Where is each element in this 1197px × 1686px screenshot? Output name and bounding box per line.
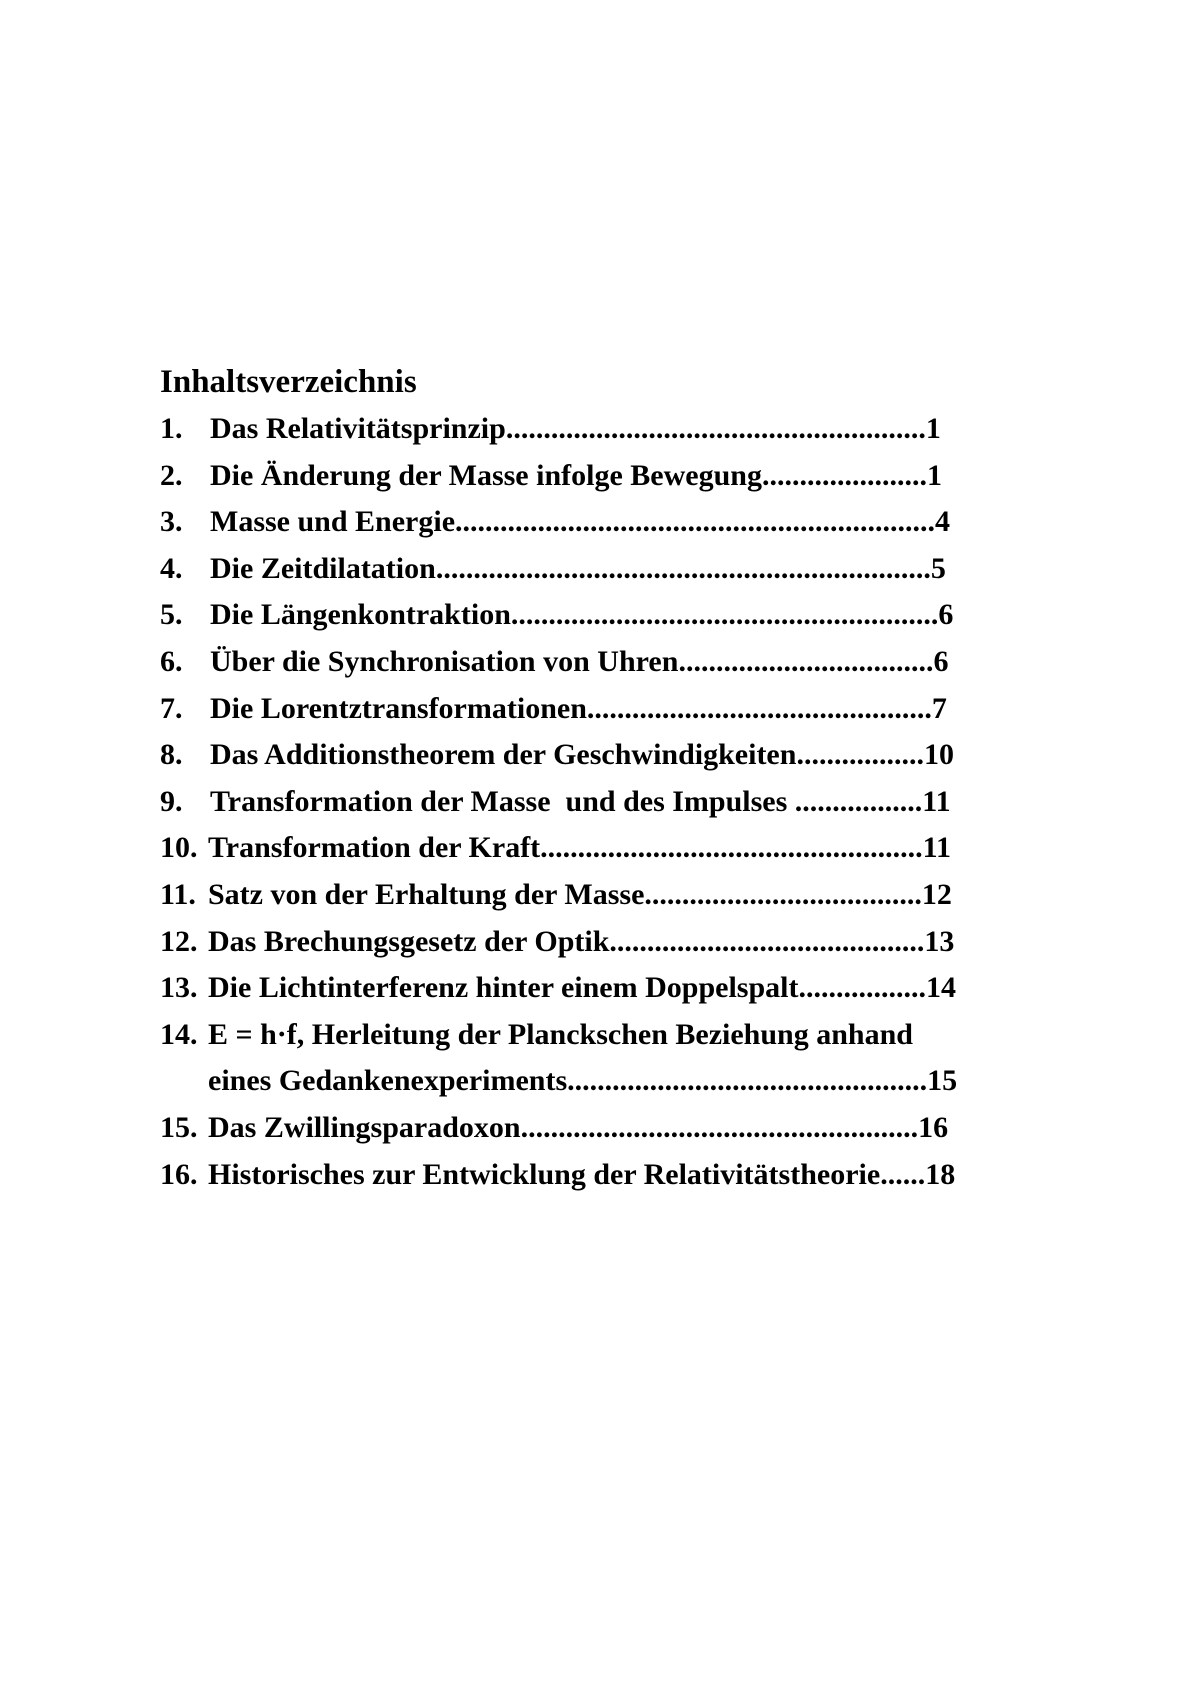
toc-entry-line <box>210 546 946 593</box>
toc-entry-title: Über die Synchronisation von Uhren <box>210 644 679 678</box>
toc-entry-line <box>208 919 954 966</box>
toc-entry-line <box>210 453 942 500</box>
toc-entry-number: 14. <box>160 1017 198 1051</box>
toc-entry <box>160 732 1050 779</box>
toc-entry-title: Die Änderung der Masse infolge Bewegung <box>210 458 762 492</box>
toc-leader-dots: ................. <box>798 971 926 1005</box>
toc-entry-line <box>210 779 951 826</box>
toc-entry-line <box>208 872 952 919</box>
toc-entry-number: 9. <box>160 784 183 818</box>
toc-entry-line <box>208 965 956 1012</box>
toc-entry-number: 6. <box>160 644 183 678</box>
toc-entry-number: 2. <box>160 458 183 492</box>
toc-leader-dots: ................................................................ <box>455 505 936 539</box>
toc-leader-dots: ..................................... <box>644 877 922 911</box>
toc-entry <box>160 825 1050 872</box>
toc-entry-number: 15. <box>160 1110 198 1144</box>
toc-entry <box>160 686 1050 733</box>
toc-entry-title: Die Zeitdilatation <box>210 551 436 585</box>
toc-entry <box>160 1105 1050 1152</box>
toc-entry <box>160 639 1050 686</box>
toc-entry-line <box>210 686 947 733</box>
toc-entry <box>160 965 1050 1012</box>
toc-entry-number: 16. <box>160 1157 198 1191</box>
toc-page-number: 16 <box>918 1110 949 1144</box>
toc-page-number: 11 <box>922 831 952 865</box>
toc-entry-title: eines Gedankenexperiments <box>208 1064 568 1098</box>
page-title: Inhaltsverzeichnis <box>160 364 417 400</box>
toc-entry-title: Das Additionstheorem der Geschwindigkeiten <box>210 738 797 772</box>
toc-leader-dots: ................. <box>796 738 924 772</box>
toc-entry-continuation <box>160 1058 1050 1105</box>
toc-entry <box>160 592 1050 639</box>
toc-entry-title: Transformation der Kraft <box>208 831 541 865</box>
toc-leader-dots: ................................................... <box>540 831 923 865</box>
toc-page-number: 11 <box>922 784 951 818</box>
toc-entry-title: Die Lorentztransformationen <box>210 691 587 725</box>
toc-entry <box>160 779 1050 826</box>
toc-entry-number: 11. <box>160 877 196 911</box>
toc-entry-title: Transformation der Masse und des Impulses <box>210 784 795 818</box>
toc-entry-line <box>210 639 948 686</box>
table-of-contents <box>160 360 1050 1198</box>
toc-page-number: 18 <box>925 1157 956 1191</box>
toc-page-number: 6 <box>933 644 949 678</box>
toc-leader-dots: ..................................................... <box>520 1110 919 1144</box>
toc-entry-title: Das Zwillingsparadoxon <box>208 1110 521 1144</box>
toc-entry-line <box>208 1152 955 1199</box>
toc-entry-number: 8. <box>160 738 183 772</box>
toc-page-number: 6 <box>938 598 954 632</box>
toc-entry-number: 12. <box>160 924 198 958</box>
toc-entry-line <box>210 592 953 639</box>
toc-page-number: 13 <box>924 924 955 958</box>
toc-leader-dots: ................................................ <box>567 1064 928 1098</box>
toc-page-number: 7 <box>931 691 947 725</box>
toc-entry <box>160 453 1050 500</box>
toc-entry <box>160 499 1050 546</box>
toc-entry-number: 10. <box>160 831 198 865</box>
toc-entry-title: Die Längenkontraktion <box>210 598 511 632</box>
toc-leader-dots: .......................................... <box>609 924 925 958</box>
toc-entry <box>160 406 1050 453</box>
toc-leader-dots: ...... <box>880 1157 926 1191</box>
toc-page-number: 5 <box>930 551 946 585</box>
toc-entry-number: 4. <box>160 551 183 585</box>
toc-leader-dots: ......................................................... <box>510 598 939 632</box>
toc-entry-title: Satz von der Erhaltung der Masse <box>208 877 645 911</box>
toc-entry-line <box>208 1012 913 1059</box>
toc-entry <box>160 546 1050 593</box>
toc-page-number: 10 <box>923 738 954 772</box>
toc-entry-title: Die Lichtinterferenz hinter einem Doppelspalt <box>208 971 799 1005</box>
toc-entry-number: 13. <box>160 971 198 1005</box>
toc-entry-number: 7. <box>160 691 183 725</box>
toc-entry-line <box>210 499 950 546</box>
toc-leader-dots: .................................. <box>678 644 934 678</box>
toc-entry-number: 5. <box>160 598 183 632</box>
toc-entry-title: Masse und Energie <box>210 505 456 539</box>
toc-leader-dots: ................. <box>794 784 923 818</box>
toc-page-number: 1 <box>925 412 941 445</box>
toc-entry <box>160 872 1050 919</box>
toc-entry-title: Historisches zur Entwicklung der Relativitätstheorie <box>208 1157 881 1191</box>
toc-entry <box>160 1152 1050 1199</box>
toc-entry-title: E = h·f, Herleitung der Planckschen Beziehung anhand <box>208 1017 913 1051</box>
toc-page-number: 1 <box>926 458 942 492</box>
toc-entry-number: 3. <box>160 505 183 539</box>
toc-entry-line <box>208 825 951 872</box>
toc-page-number: 15 <box>927 1064 958 1098</box>
toc-leader-dots: ...................... <box>761 458 927 492</box>
toc-entry-line <box>210 732 954 779</box>
toc-page-number: 14 <box>925 971 956 1005</box>
toc-page-number: 4 <box>935 505 951 539</box>
toc-leader-dots: .............................................. <box>586 691 932 725</box>
toc-page-number: 12 <box>921 877 952 911</box>
toc-leader-dots: ........................................................ <box>505 412 926 445</box>
toc-entry-title: Das Relativitätsprinzip <box>210 412 506 445</box>
toc-entry-number: 1. <box>160 412 183 445</box>
toc-entry-title: Das Brechungsgesetz der Optik <box>208 924 610 958</box>
toc-entry-line <box>210 406 941 453</box>
toc-entry-line <box>208 1058 957 1105</box>
toc-entry <box>160 919 1050 966</box>
toc-leader-dots: .................................................................. <box>435 551 931 585</box>
toc-entry-line <box>208 1105 948 1152</box>
toc-entry <box>160 1012 1050 1059</box>
